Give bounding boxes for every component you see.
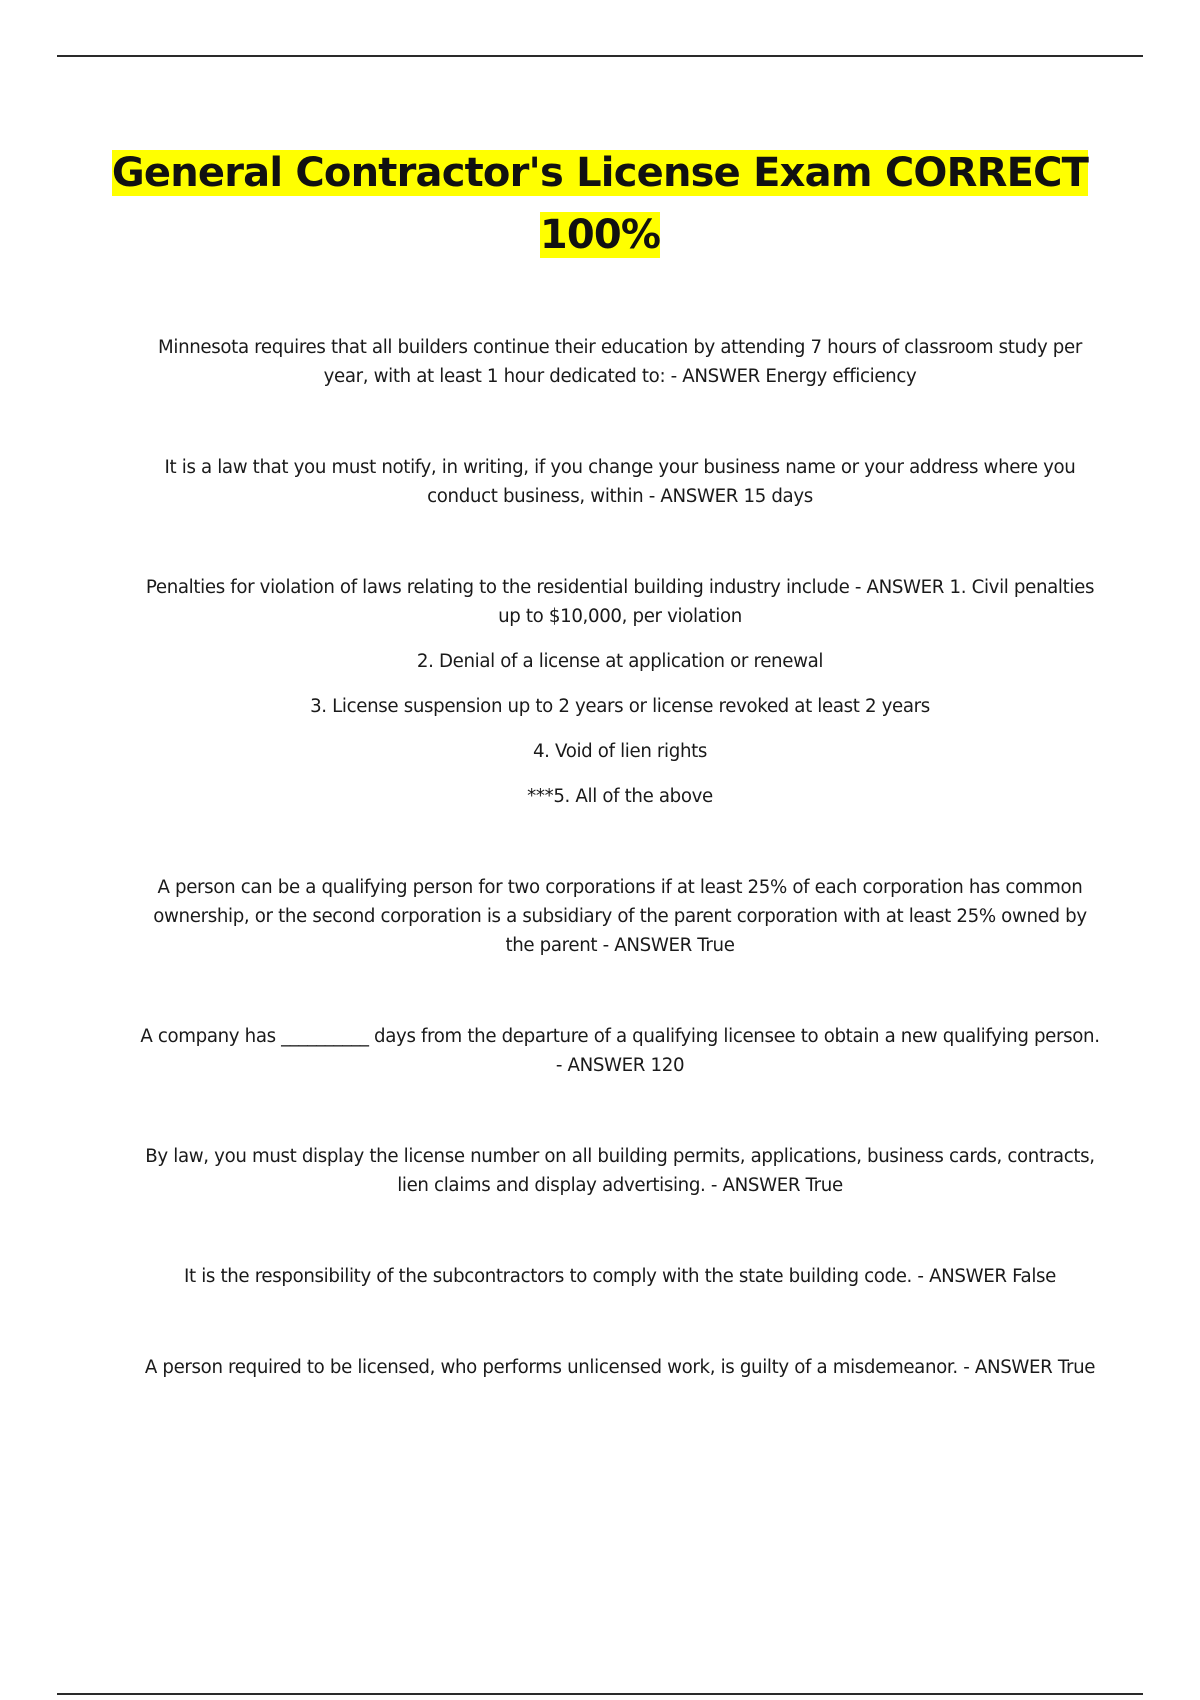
qa-answer-line: 4. Void of lien rights bbox=[532, 741, 708, 762]
qa-text: A person required to be licensed, who performs unlicensed work, is guilty of a misdemeanor. - ANSWER True bbox=[144, 1357, 1096, 1378]
qa-text: A company has __________ days from the departure of a qualifying licensee to obtain a new qualifying person. - ANSWER 120 bbox=[140, 1026, 1100, 1076]
qa-list bbox=[140, 333, 1100, 1444]
qa-answer-line: ***5. All of the above bbox=[527, 786, 713, 807]
qa-item bbox=[140, 453, 1100, 511]
qa-item bbox=[140, 333, 1100, 391]
document-title: General Contractor's License Exam CORRECT 100% bbox=[111, 150, 1089, 258]
header-rule bbox=[57, 55, 1143, 57]
qa-text: A person can be a qualifying person for two corporations if at least 25% of each corporation has common ownership, or the second corporation is a subsidiary of the parent corporation with at least 25% owned by the parent - ANSWER True bbox=[153, 877, 1087, 956]
qa-answer-line: 3. License suspension up to 2 years or license revoked at least 2 years bbox=[310, 696, 930, 717]
qa-text: It is the responsibility of the subcontractors to comply with the state building code. - ANSWER False bbox=[183, 1266, 1057, 1287]
qa-item bbox=[140, 1353, 1100, 1382]
qa-answer-line: 2. Denial of a license at application or renewal bbox=[416, 651, 824, 672]
qa-item bbox=[140, 573, 1100, 811]
qa-item bbox=[140, 1262, 1100, 1291]
qa-item bbox=[140, 873, 1100, 960]
qa-text: Minnesota requires that all builders continue their education by attending 7 hours of classroom study per year, with at least 1 hour dedicated to: - ANSWER Energy efficiency bbox=[158, 337, 1082, 387]
qa-item bbox=[140, 1022, 1100, 1080]
qa-text: Penalties for violation of laws relating to the residential building industry include - ANSWER 1. Civil penalties up to $10,000, per violation bbox=[145, 577, 1095, 627]
qa-item bbox=[140, 1142, 1100, 1200]
qa-text: By law, you must display the license number on all building permits, applications, business cards, contracts, lien claims and display advertising. - ANSWER True bbox=[145, 1146, 1095, 1196]
qa-text: It is a law that you must notify, in writing, if you change your business name or your address where you conduct business, within - ANSWER 15 days bbox=[164, 457, 1076, 507]
footer-rule bbox=[57, 1693, 1143, 1695]
title-block bbox=[100, 142, 1100, 266]
